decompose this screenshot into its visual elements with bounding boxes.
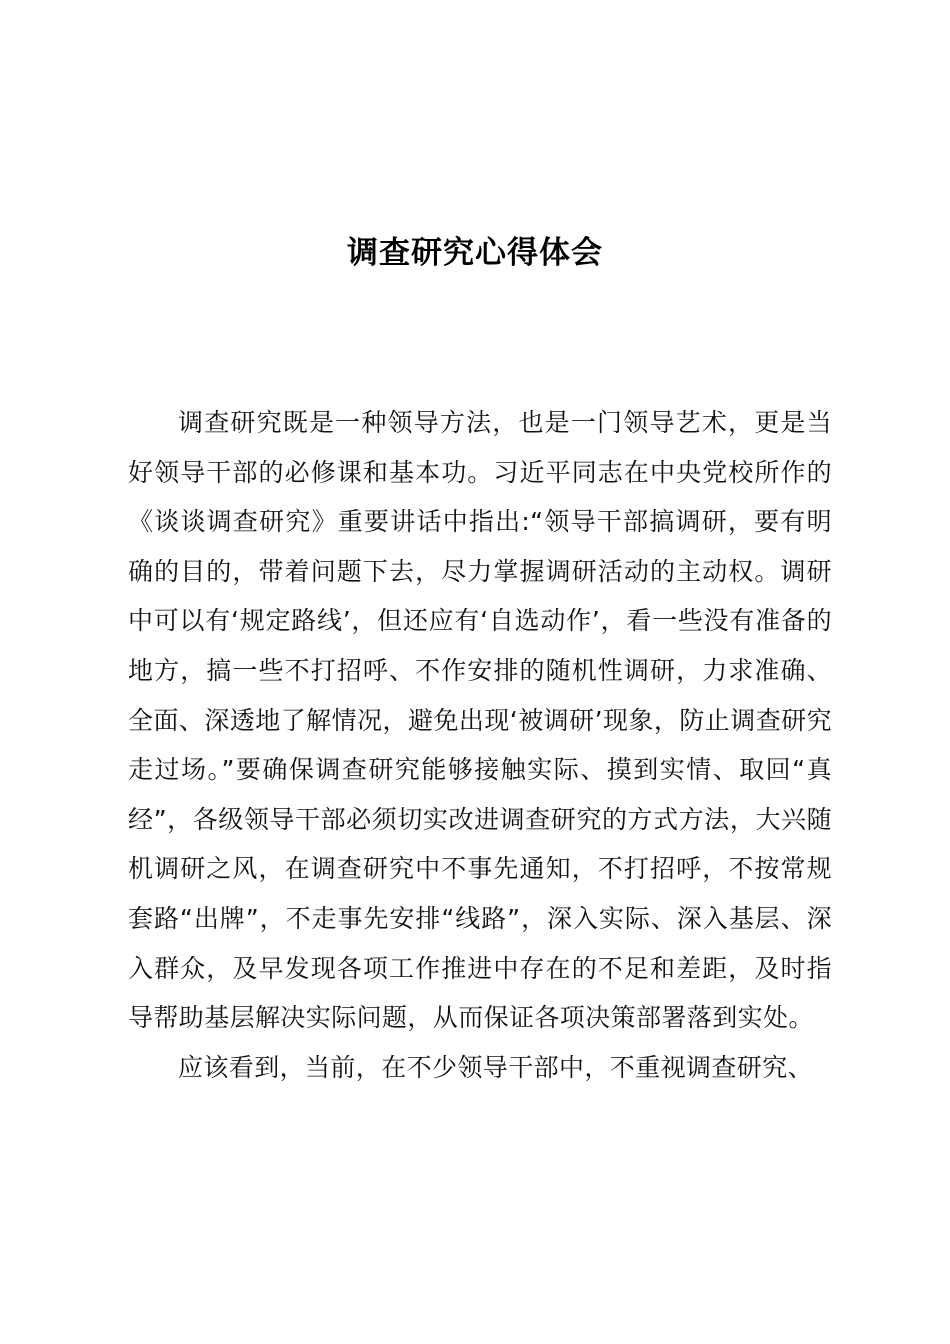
document-title: 调查研究心得体会 xyxy=(347,234,603,271)
paragraph-2: 应该看到，当前，在不少领导干部中，不重视调查研究、 xyxy=(178,1052,814,1082)
paragraph-1: 调查研究既是一种领导方法，也是一门领导艺术，更是当好领导干部的必修课和基本功。习近平同志在中央党校所作的《谈谈调查研究》重要讲话中指出:“领导干部搞调研，要有明确的目的，带着问题下去，尽力掌握调研活动的主动权。调研中可以有‘规定路线’，但还应有‘自选动作’，看一些没有准备的地方，搞一些不打招呼、不作安排的随机性调研，力求准确、全面、深透地了解情况，避免出现‘被调研’现象，防止调查研究走过场。”要确保调查研究能够接触实际、摸到实情、取回“真经”，各级领导干部必须切实改进调查研究的方式方法，大兴随机调研之风，在调查研究中不事先通知，不打招呼，不按常规套路“出牌”，不走事先安排“线路”，深入实际、深入基层、深入群众，及早发现各项工作推进中存在的不足和差距，及时指导帮助基层解决实际问题，从而保证各项决策部署落到实处。 xyxy=(128,408,832,1033)
document-body xyxy=(128,398,832,1092)
